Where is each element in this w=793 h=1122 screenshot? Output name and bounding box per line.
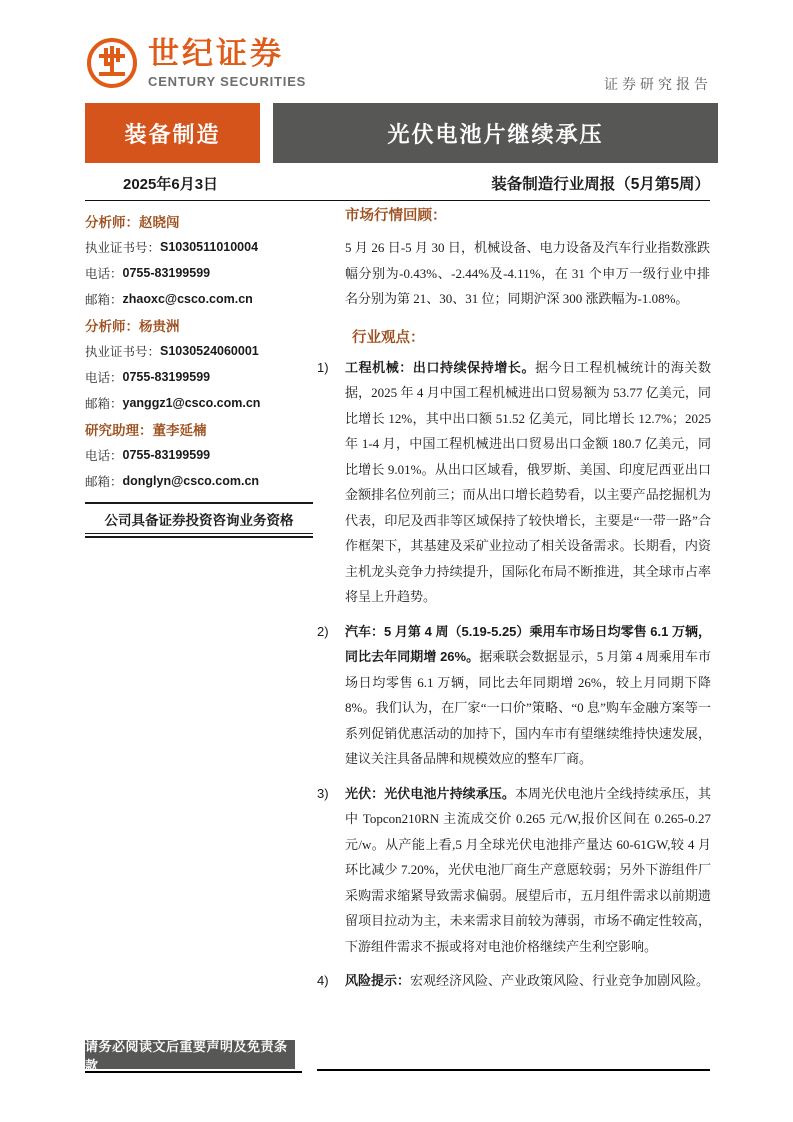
item-body: 据乘联会数据显示，5 月第 4 周乘用车市场日均零售 6.1 万辆，同比去年同期增 26%，较上月同期下降 8%。我们认为，在厂家“一口价”策略、“0 息”购车金融方案等一系列促销优惠活动的加持下，国内车市有望继续维持快速发展，建议关注具备品牌和规模效应的整车厂商。 [345, 649, 711, 766]
publication-date: 2025年6月3日 [123, 176, 219, 193]
brand-logo [85, 36, 306, 90]
report-type-label: 证券研究报告 [604, 78, 712, 93]
field-value: zhaoxc@csco.com.cn [122, 292, 253, 306]
brand-name-cn: 世纪证券 [148, 36, 284, 71]
analyst-name: 赵晓闯 [139, 215, 180, 230]
field-row [85, 234, 313, 260]
qualification-statement: 公司具备证券投资咨询业务资格 [85, 502, 313, 534]
item-number: 1) [317, 359, 329, 375]
viewpoints-heading: 行业观点： [352, 329, 425, 346]
field-row [85, 390, 313, 416]
viewpoint-item [317, 968, 711, 994]
field-label: 邮箱： [85, 397, 123, 411]
assistant-role [85, 416, 313, 442]
field-row [85, 286, 313, 312]
item-text [345, 781, 711, 960]
item-body: 宏观经济风险、产业政策风险、行业竞争加剧风险。 [410, 973, 710, 988]
analyst-name: 杨贵洲 [139, 319, 180, 334]
item-text [345, 619, 711, 772]
viewpoint-item [317, 781, 711, 960]
field-value: 0755-83199599 [122, 370, 211, 384]
field-row [85, 468, 313, 494]
brand-wordmark [148, 36, 306, 89]
item-lead: 汽车：5 月第 4 周（5.19-5.25）乘用车市场日均零售 6.1 万辆，同比去年同期增 26%。 [345, 623, 711, 664]
title-divider [85, 200, 710, 201]
field-row [85, 338, 313, 364]
field-row [85, 260, 313, 286]
field-label: 电话： [85, 267, 123, 281]
brand-name-en: CENTURY SECURITIES [148, 74, 307, 89]
report-title: 装备制造行业周报（5月第5周） [491, 176, 710, 193]
market-review-body: 5 月 26 日-5 月 30 日，机械设备、电力设备及汽车行业指数涨跌幅分别为-0.43%、-2.44%及-4.11%，在 31 个申万一级行业中排名分别为第 21、30、31 位；同期沪深 300 涨跌幅为-1.08%。 [345, 240, 710, 306]
field-label: 邮箱： [85, 475, 123, 489]
item-lead: 光伏：光伏电池片持续承压。 [345, 785, 515, 801]
headline-banner: 光伏电池片继续承压 [273, 103, 718, 163]
analyst-role [85, 312, 313, 338]
item-body: 本周光伏电池片全线持续承压，其中 Topcon210RN 主流成交价 0.265 元/W,报价区间在 0.265-0.27 元/w。从产能上看,5 月全球光伏电池排产量达 60-61GW,较 4 月环比减少 7.20%，光伏电池厂商生产意愿较弱；另外下游组件厂采购需求缩紧导致需求偏弱。展望后市，五月组件需求以前期遗留项目拉动为主，未来需求目前较为薄弱，市场不确定性较高，下游组件需求不振或将对电池价格继续产生利空影响。 [345, 785, 711, 954]
report-body [317, 206, 711, 1003]
footer-divider-left [85, 1071, 302, 1073]
field-value: S1030511010004 [160, 240, 259, 254]
field-value: yanggz1@csco.com.cn [122, 396, 261, 410]
analyst-role-label: 分析师： [85, 319, 139, 334]
assistant-name: 董李延楠 [152, 423, 207, 438]
item-lead: 风险提示： [345, 973, 411, 988]
item-number: 4) [317, 973, 329, 988]
viewpoints-list [317, 355, 711, 994]
field-label: 电话： [85, 449, 123, 463]
item-body: 据今日工程机械统计的海关数据，2025 年 4 月中国工程机械进出口贸易额为 53.77 亿美元，同比增长 12%，其中出口额 51.52 亿美元，同比增长 12.7%；2025 年 1-4 月，中国工程机械进出口贸易出口金额 180.7 亿美元，同比增长 9.01%。从出口区域看，俄罗斯、美国、印度尼西亚出口金额排名位列前三；而从出口增长趋势看，以主要产品挖掘机为代表，印尼及西非等区域保持了较快增长，主要是“一带一路”合作框架下，其基建及采矿业拉动了相关设备需求。长期看，内资主机龙头竞争力持续提升，国际化布局不断推进，其全球市占率将呈上升趋势。 [345, 359, 711, 604]
field-label: 邮箱： [85, 293, 123, 307]
item-lead: 工程机械：出口持续保持增长。 [345, 359, 536, 375]
viewpoint-item [317, 355, 711, 610]
field-label: 电话： [85, 371, 123, 385]
market-review-heading: 市场行情回顾： [345, 208, 447, 224]
item-number: 2) [317, 623, 329, 639]
analyst-role [85, 208, 313, 234]
item-number: 3) [317, 785, 329, 801]
analyst-sidebar [85, 208, 313, 534]
item-text [345, 355, 711, 610]
field-row [85, 364, 313, 390]
item-text [345, 968, 711, 994]
field-row [85, 442, 313, 468]
field-label: 执业证书号： [85, 241, 161, 255]
assistant-role-label: 研究助理： [85, 423, 153, 438]
field-value: 0755-83199599 [122, 448, 211, 462]
footer-divider-right [317, 1069, 710, 1071]
century-seal-icon [85, 36, 139, 90]
disclaimer-banner: 请务必阅读文后重要声明及免责条款 [85, 1040, 295, 1069]
industry-banner: 装备制造 [85, 103, 260, 163]
viewpoint-item [317, 619, 711, 772]
field-label: 执业证书号： [85, 345, 161, 359]
analyst-role-label: 分析师： [85, 215, 139, 230]
field-value: S1030524060001 [160, 344, 259, 358]
field-value: 0755-83199599 [122, 266, 211, 280]
field-value: donglyn@csco.com.cn [122, 474, 260, 488]
